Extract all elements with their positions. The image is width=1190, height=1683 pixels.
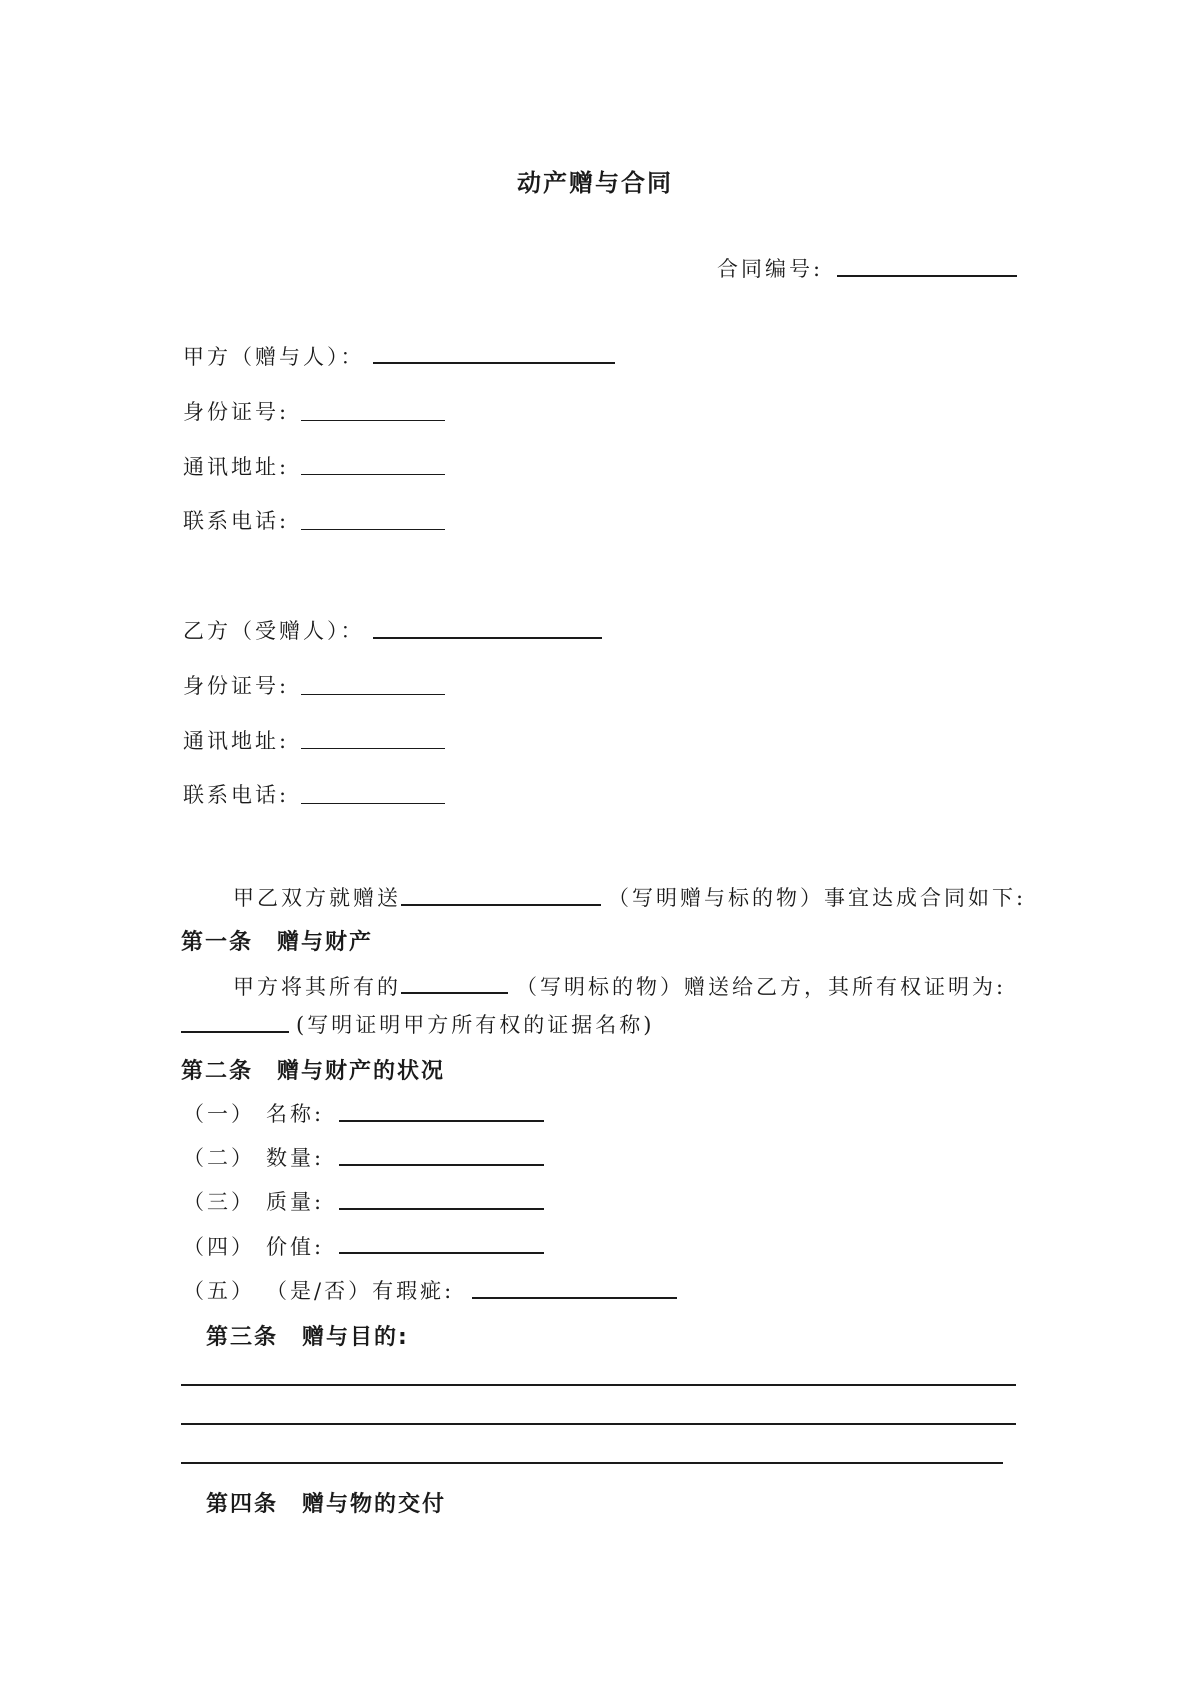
purpose-line-2[interactable] — [181, 1423, 1016, 1425]
party-b-id-label: 身份证号: — [183, 674, 290, 698]
item-defect-field[interactable] — [472, 1297, 677, 1299]
gift-item-field[interactable] — [401, 904, 601, 906]
item-quality-label: 质量: — [266, 1190, 325, 1214]
item-number: （五） — [183, 1279, 255, 1303]
party-a-name-field[interactable] — [373, 362, 615, 364]
party-a-id-field[interactable] — [301, 420, 445, 421]
purpose-line-1[interactable] — [181, 1384, 1016, 1386]
intro-suffix: （写明赠与标的物）事宜达成合同如下: — [608, 886, 1027, 910]
item-quality-field[interactable] — [339, 1208, 544, 1210]
item-quantity-label: 数量: — [266, 1146, 325, 1170]
item-value-field[interactable] — [339, 1252, 544, 1254]
article1-line2-suffix: (写明证明甲方所有权的证据名称) — [296, 1013, 655, 1037]
party-b-name-field[interactable] — [373, 637, 602, 639]
party-b-id-field[interactable] — [301, 694, 445, 695]
party-a-phone-field[interactable] — [301, 529, 445, 530]
party-b-address-field[interactable] — [301, 748, 445, 749]
item-number: （一） — [183, 1102, 255, 1126]
party-b-label: 乙方（受赠人）： — [183, 619, 365, 643]
intro-prefix: 甲乙双方就赠送 — [233, 886, 401, 910]
party-b-phone-field[interactable] — [301, 803, 445, 804]
purpose-line-3[interactable] — [181, 1462, 1003, 1464]
item-name-label: 名称: — [266, 1102, 325, 1126]
document-title: 动产赠与合同 — [517, 169, 673, 197]
contract-number-label: 合同编号: — [717, 257, 824, 281]
item-number: （四） — [183, 1235, 255, 1259]
item-quantity-field[interactable] — [339, 1164, 544, 1166]
party-a-id-label: 身份证号: — [183, 400, 290, 424]
article1-heading: 第一条 赠与财产 — [181, 930, 374, 955]
ownership-proof-field[interactable] — [181, 1031, 289, 1033]
article4-heading: 第四条 赠与物的交付 — [206, 1492, 447, 1517]
party-a-label: 甲方（赠与人）： — [183, 345, 365, 369]
item-value-label: 价值: — [266, 1235, 325, 1259]
article1-line1-prefix: 甲方将其所有的 — [233, 975, 401, 999]
party-b-phone-label: 联系电话: — [183, 783, 290, 807]
contract-number-field[interactable] — [837, 275, 1017, 277]
article1-line1-suffix: （写明标的物）赠送给乙方，其所有权证明为: — [516, 975, 1007, 999]
item-defect-label: （是/否）有瑕疵: — [266, 1279, 455, 1303]
subject-matter-field[interactable] — [401, 992, 508, 994]
party-a-phone-label: 联系电话: — [183, 509, 290, 533]
article2-heading: 第二条 赠与财产的状况 — [181, 1059, 446, 1084]
party-a-address-field[interactable] — [301, 474, 445, 475]
item-number: （三） — [183, 1190, 255, 1214]
party-a-address-label: 通讯地址: — [183, 455, 290, 479]
item-name-field[interactable] — [339, 1120, 544, 1122]
item-number: （二） — [183, 1146, 255, 1170]
party-b-address-label: 通讯地址: — [183, 729, 290, 753]
article3-heading: 第三条 赠与目的: — [206, 1325, 409, 1350]
